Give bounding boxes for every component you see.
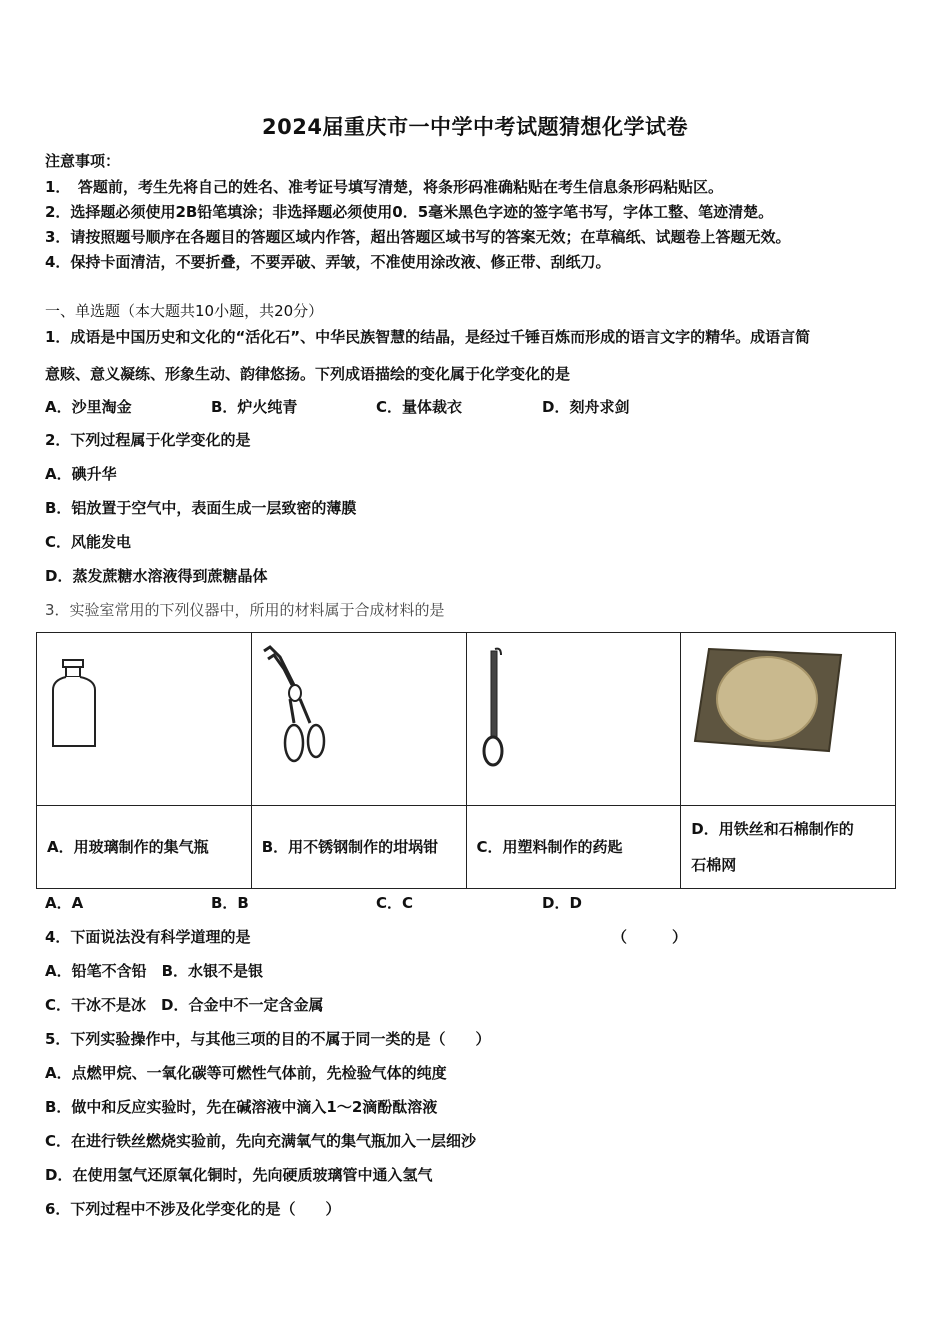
q2-option-a: A．碘升华 (45, 465, 117, 483)
notice-heading: 注意事项： (45, 152, 121, 170)
q3-cell-b: B．用不锈钢制作的坩埚钳 (251, 806, 466, 889)
page-title: 2024届重庆市一中学中考试题猜想化学试卷 (262, 115, 688, 139)
q2-option-c: C．风能发电 (45, 533, 132, 551)
q3-cell-d-line1: D．用铁丝和石棉制作的 (691, 820, 854, 838)
q5-option-d: D．在使用氢气还原氧化铜时，先向硬质玻璃管中通入氢气 (45, 1166, 433, 1184)
q3-image-cell-d (681, 633, 896, 806)
notice-item: 4．保持卡面清洁，不要折叠，不要弄破、弄皱，不准使用涂改液、修正带、刮纸刀。 (45, 253, 611, 271)
q3-image-cell-b (251, 633, 466, 806)
q3-option-c: C．C (376, 894, 414, 912)
q4-options-cd: C．干冰不是冰 D．合金中不一定含金属 (45, 996, 324, 1014)
q2-option-d: D．蒸发蔗糖水溶液得到蔗糖晶体 (45, 567, 268, 585)
q5-option-a: A．点燃甲烷、一氧化碳等可燃性气体前，先检验气体的纯度 (45, 1064, 447, 1082)
section-heading: 一、单选题（本大题共10小题，共20分） (45, 302, 324, 320)
q3-cell-a: A．用玻璃制作的集气瓶 (37, 806, 252, 889)
q3-stem: 3．实验室常用的下列仪器中，所用的材料属于合成材料的是 (45, 601, 445, 619)
q3-apparatus-table (36, 632, 896, 889)
gas-collecting-bottle-icon (49, 658, 99, 752)
notice-item: 1． 答题前，考生先将自己的姓名、准考证号填写清楚，将条形码准确粘贴在考生信息条形码粘贴区。 (45, 178, 723, 196)
q3-image-cell-c (466, 633, 681, 806)
q1-stem-line1: 1．成语是中国历史和文化的“活化石”、中华民族智慧的结晶，是经过千锤百炼而形成的语言文字的精华。成语言简 (45, 328, 811, 346)
notice-item: 2．选择题必须使用2B铅笔填涂；非选择题必须使用0．5毫米黑色字迹的签字笔书写，字体工整、笔迹清楚。 (45, 203, 774, 221)
q5-option-c: C．在进行铁丝燃烧实验前，先向充满氧气的集气瓶加入一层细沙 (45, 1132, 477, 1150)
q1-stem-line2: 意赅、意义凝练、形象生动、韵律悠扬。下列成语描绘的变化属于化学变化的是 (45, 365, 571, 383)
q6-stem: 6．下列过程中不涉及化学变化的是（ ） (45, 1200, 341, 1218)
asbestos-gauze-icon (693, 643, 843, 755)
q3-cell-c: C．用塑料制作的药匙 (466, 806, 681, 889)
q3-option-b: B．B (211, 894, 249, 912)
q5-option-b: B．做中和反应实验时，先在碱溶液中滴入1～2滴酚酞溶液 (45, 1098, 438, 1116)
q1-option-b: B．炉火纯青 (211, 398, 298, 416)
q4-options-ab: A．铅笔不含铅 B．水银不是银 (45, 962, 264, 980)
q4-stem: 4．下面说法没有科学道理的是 (45, 928, 251, 946)
notice-item: 3．请按照题号顺序在各题目的答题区域内作答，超出答题区域书写的答案无效；在草稿纸、试题卷上答题无效。 (45, 228, 791, 246)
q3-image-cell-a (37, 633, 252, 806)
q1-option-a: A．沙里淘金 (45, 398, 132, 416)
q4-answer-bracket: （ ） (612, 928, 688, 946)
crucible-tongs-icon (260, 645, 330, 767)
q3-option-d: D．D (542, 894, 582, 912)
q2-stem: 2．下列过程属于化学变化的是 (45, 431, 251, 449)
q2-option-b: B．铝放置于空气中，表面生成一层致密的薄膜 (45, 499, 357, 517)
q5-stem: 5．下列实验操作中，与其他三项的目的不属于同一类的是（ ） (45, 1030, 491, 1048)
q3-option-a: A．A (45, 894, 84, 912)
q1-option-c: C．量体裁衣 (376, 398, 463, 416)
q1-option-d: D．刻舟求剑 (542, 398, 630, 416)
q3-cell-d-line2: 石棉网 (691, 856, 737, 874)
q3-cell-d (681, 806, 896, 889)
medicine-spoon-icon (475, 643, 515, 769)
